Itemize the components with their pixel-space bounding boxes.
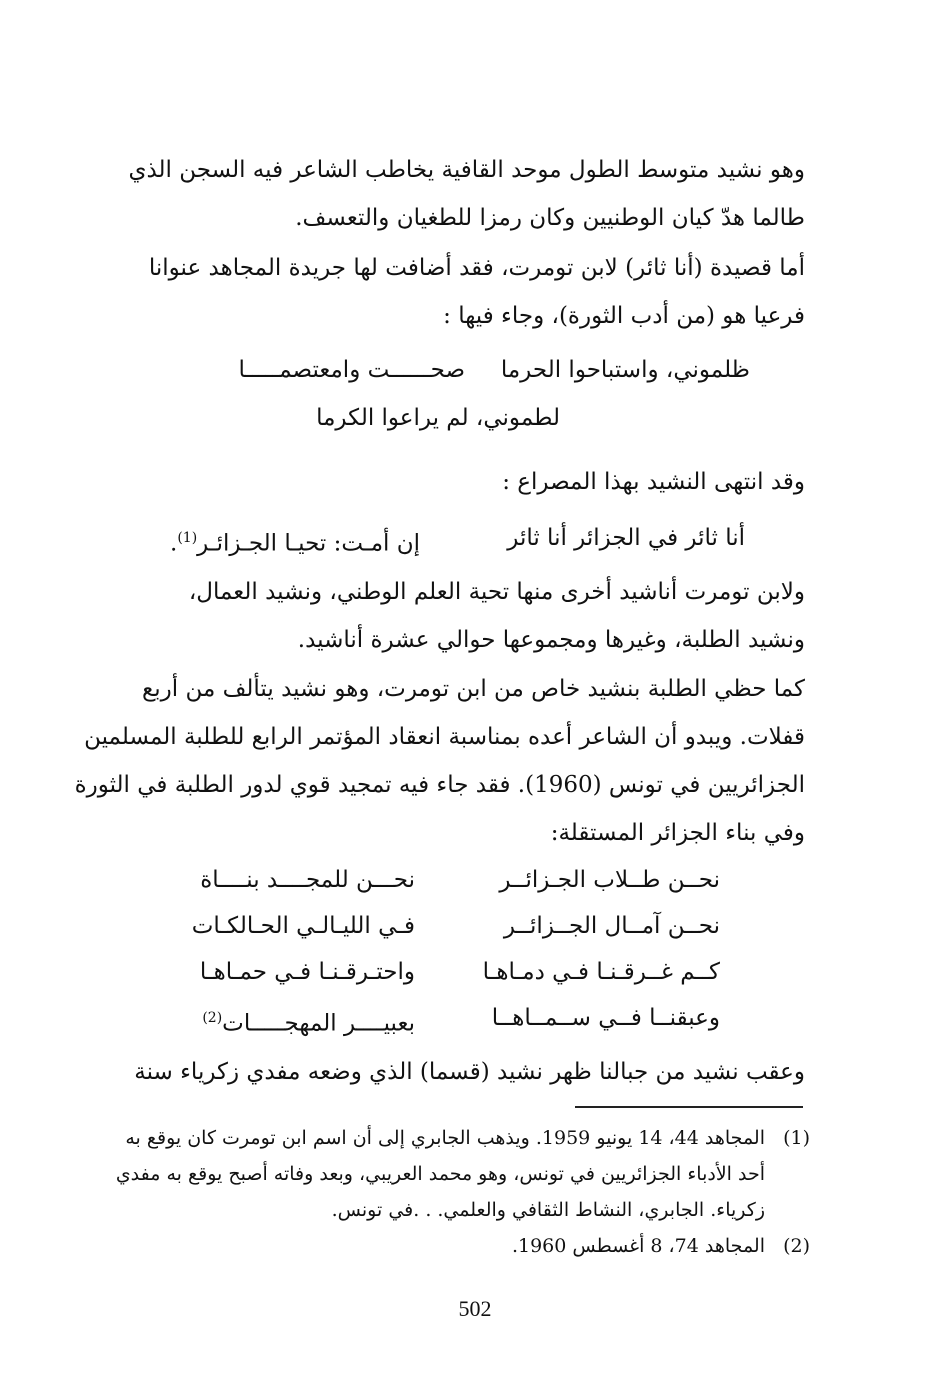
verse-hemistich: بعبيــــر المهجـــــات$^{(2)}$ bbox=[202, 1010, 415, 1037]
text-line: ولابن تومرت أناشيد أخرى منها تحية العلم الوطني، ونشيد العمال، bbox=[188, 579, 805, 605]
text-line: فرعيا هو (من أدب الثورة)، وجاء فيها : bbox=[443, 303, 805, 329]
footnote-number: (1) bbox=[783, 1127, 810, 1149]
footnote-divider bbox=[575, 1106, 803, 1108]
page-number: 502 bbox=[458, 1296, 492, 1321]
paragraph-1 bbox=[75, 146, 805, 242]
verse-hemistich: إن أمـت: تحيـا الجـزائـر$^{(1)}$. bbox=[170, 530, 420, 557]
text-line: وعقب نشيد من جبالنا ظهر نشيد (قسما) الذي وضعه مفدي زكرياء سنة bbox=[134, 1059, 805, 1085]
verse-line: لطموني، لم يراعوا الكرما bbox=[316, 405, 560, 431]
verse-hemistich: نحــن آمــال الجــزائــر bbox=[503, 913, 720, 939]
paragraph-4 bbox=[75, 568, 805, 664]
verse-hemistich: نحـــن للمجــــد بنــــاة bbox=[200, 867, 415, 893]
verse-hemistich: كــم غــرقـنـا فـي دمـاهـا bbox=[482, 959, 720, 985]
text-line: وهو نشيد متوسط الطول موحد القافية يخاطب الشاعر فيه السجن الذي bbox=[128, 157, 805, 183]
paragraph-2 bbox=[75, 244, 805, 340]
verse-hemistich: واحتـرقـنـا فـي حمـاهـا bbox=[199, 959, 415, 985]
paragraph-3 bbox=[75, 458, 805, 506]
verse-hemistich: فـي الليـالـي الحـالكـات bbox=[191, 913, 415, 939]
text-line: وقد انتهى النشيد بهذا المصراع : bbox=[502, 469, 805, 495]
footnote-line: أحد الأدباء الجزائريين في تونس، وهو محمد العريبي، وبعد وفاته أصبح يوقع به مفدي bbox=[115, 1163, 765, 1185]
text-line: طالما هدّ كيان الوطنيين وكان رمزا للطغيان والتعسف. bbox=[295, 205, 805, 231]
text-line: ونشيد الطلبة، وغيرها ومجموعها حوالي عشرة أناشيد. bbox=[297, 627, 805, 653]
paragraph-6 bbox=[75, 1048, 805, 1096]
verse-hemistich: ظلموني، واستباحوا الحرما bbox=[500, 357, 750, 383]
footnote-line: زكرياء. الجابري، النشاط الثقافي والعلمي. . .في تونس. bbox=[331, 1199, 765, 1221]
verse-hemistich: وعبقنــا فــي ســمــاهــا bbox=[491, 1005, 720, 1031]
footnote-ref[interactable]: (2) bbox=[202, 1010, 223, 1026]
footnote-ref[interactable]: (1) bbox=[177, 530, 198, 546]
footnote-line: المجاهد 74، 8 أغسطس 1960. bbox=[511, 1235, 765, 1257]
verse-hemistich: صحــــــت وامعتصمـــــا bbox=[238, 357, 465, 383]
footnote-number: (2) bbox=[783, 1235, 810, 1257]
text-line: قفلات. ويبدو أن الشاعر أعده بمناسبة انعقاد المؤتمر الرابع للطلبة المسلمين bbox=[84, 724, 805, 750]
paragraph-5 bbox=[75, 665, 805, 857]
text-line: كما حظي الطلبة بنشيد خاص من ابن تومرت، وهو نشيد يتألف من أربع bbox=[142, 676, 805, 702]
footnote-text bbox=[75, 1120, 810, 1228]
text-line: الجزائريين في تونس (1960). فقد جاء فيه تمجيد قوي لدور الطلبة في الثورة bbox=[74, 772, 805, 798]
footnote-line: المجاهد 44، 14 يونيو 1959. ويذهب الجابري إلى أن اسم ابن تومرت كان يوقع به bbox=[125, 1127, 765, 1149]
text-line: وفي بناء الجزائر المستقلة: bbox=[550, 820, 805, 846]
footnote-1 bbox=[75, 1120, 810, 1228]
text-line: أما قصيدة (أنا ثائر) لابن تومرت، فقد أضافت لها جريدة المجاهد عنوانا bbox=[148, 255, 805, 281]
verse-hemistich: أنا ثائر في الجزائر أنا ثائر bbox=[507, 525, 745, 551]
footnote-text bbox=[75, 1228, 810, 1264]
footnote-2 bbox=[75, 1228, 810, 1264]
verse-hemistich: نحــن طــلاب الجـزائــر bbox=[499, 867, 720, 893]
